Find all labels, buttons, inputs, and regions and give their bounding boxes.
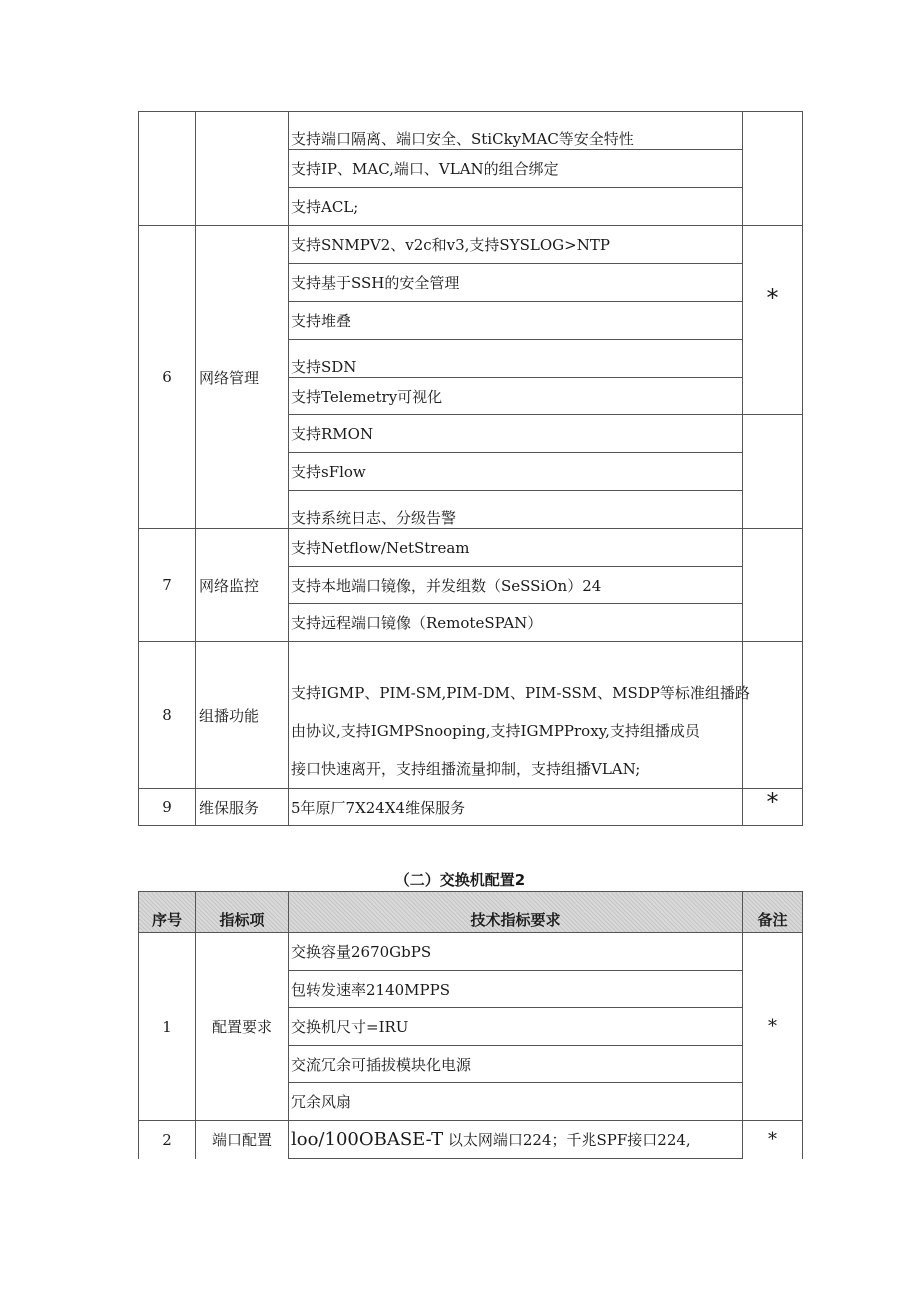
row-category-1: 配置要求 bbox=[196, 933, 289, 1121]
requirement-cell: 支持远程端口镜像（RemoteSPAN） bbox=[289, 604, 743, 642]
note-asterisk: * bbox=[743, 1121, 803, 1159]
note-cell-empty bbox=[743, 529, 803, 642]
requirement-cell: 支持系统日志、分级告警 bbox=[289, 491, 743, 529]
requirement-cell: 交流冗余可插拔模块化电源 bbox=[289, 1046, 743, 1083]
requirement-cell: 支持堆叠 bbox=[289, 302, 743, 340]
row-category-6: 网络管理 bbox=[196, 226, 289, 529]
requirement-line: 接口快速离开，支持组播流量抑制，支持组播VLAN; bbox=[291, 760, 641, 778]
category-cell-empty bbox=[196, 112, 289, 226]
requirement-cell: 支持SNMPV2、v2c和v3,支持SYSLOG>NTP bbox=[289, 226, 743, 264]
note-asterisk: * bbox=[743, 789, 803, 826]
row-category-7: 网络监控 bbox=[196, 529, 289, 642]
header-note: 备注 bbox=[743, 892, 803, 933]
note-asterisk: * bbox=[743, 933, 803, 1121]
row-index-7: 7 bbox=[139, 529, 196, 642]
row-index-8: 8 bbox=[139, 642, 196, 789]
note-cell-empty bbox=[743, 642, 803, 789]
requirement-cell: 支持本地端口镜像，并发组数（SeSSiOn）24 bbox=[289, 567, 743, 604]
row-index-1: 1 bbox=[139, 933, 196, 1121]
row-index-2: 2 bbox=[139, 1121, 196, 1159]
row-category-8: 组播功能 bbox=[196, 642, 289, 789]
requirement-cell: 支持Telemetry可视化 bbox=[289, 378, 743, 415]
row-index-6: 6 bbox=[139, 226, 196, 529]
port-spec-rest: 以太网端口224；千兆SPF接口224, bbox=[447, 1131, 691, 1149]
requirement-cell: 包转发速率2140MPPS bbox=[289, 971, 743, 1008]
requirement-cell: 支持ACL; bbox=[289, 188, 743, 226]
note-cell-empty bbox=[743, 112, 803, 226]
requirement-cell: 支持SDN bbox=[289, 340, 743, 378]
header-index: 序号 bbox=[139, 892, 196, 933]
requirement-cell: 支持sFlow bbox=[289, 453, 743, 491]
requirement-cell: 交换容量2670GbPS bbox=[289, 933, 743, 971]
section-caption: （二）交换机配置2 bbox=[394, 871, 526, 889]
requirement-cell: 交换机尺寸=IRU bbox=[289, 1008, 743, 1046]
requirement-cell: 支持端口隔离、端口安全、StiCkyMAC等安全特性 bbox=[289, 112, 743, 150]
requirement-cell-multiline bbox=[289, 642, 750, 789]
requirement-cell: 5年原厂7X24X4维保服务 bbox=[289, 789, 743, 826]
requirement-cell: 支持RMON bbox=[289, 415, 743, 453]
requirement-cell bbox=[289, 1121, 743, 1159]
requirement-cell: 支持IP、MAC,端口、VLAN的组合绑定 bbox=[289, 150, 743, 188]
requirement-cell: 支持Netflow/NetStream bbox=[289, 529, 743, 567]
requirement-cell: 支持基于SSH的安全管理 bbox=[289, 264, 743, 302]
spec-table-1 bbox=[138, 111, 803, 826]
index-cell-empty bbox=[139, 112, 196, 226]
row-category-9: 维保服务 bbox=[196, 789, 289, 826]
row-category-2: 端口配置 bbox=[196, 1121, 289, 1159]
header-requirement: 技术指标要求 bbox=[289, 892, 743, 933]
note-asterisk: * bbox=[743, 226, 803, 415]
header-indicator: 指标项 bbox=[196, 892, 289, 933]
spec-table-2 bbox=[138, 891, 803, 1159]
row-index-9: 9 bbox=[139, 789, 196, 826]
requirement-line: 支持IGMP、PIM-SM,PIM-DM、PIM-SSM、MSDP等标准组播路 bbox=[291, 684, 750, 702]
note-cell-empty bbox=[743, 415, 803, 529]
requirement-cell: 冗余风扇 bbox=[289, 1083, 743, 1121]
requirement-line: 由协议,支持IGMPSnooping,支持IGMPProxy,支持组播成员 bbox=[291, 722, 700, 740]
port-spec-prefix: loo/100OBASE-T bbox=[291, 1129, 444, 1150]
